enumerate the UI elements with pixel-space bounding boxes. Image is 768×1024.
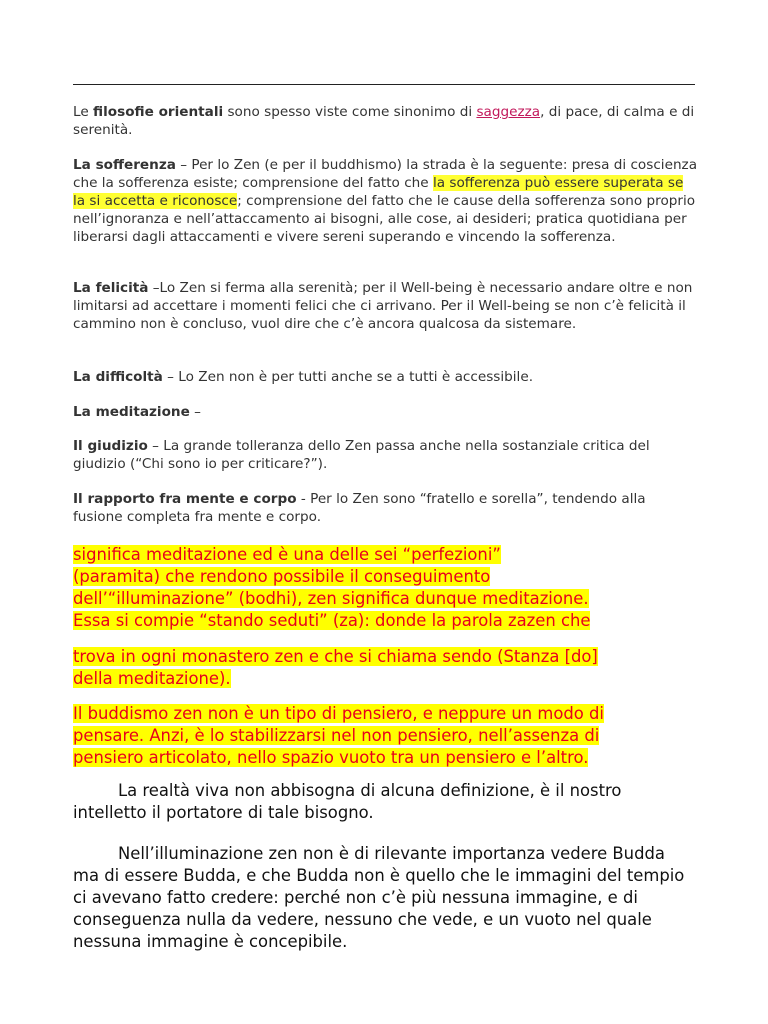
heading-giudizio: Il giudizio <box>73 438 148 454</box>
heading-rapporto: Il rapporto fra mente e corpo <box>73 491 297 507</box>
illuminazione-text: Nell’illuminazione zen non è di rilevante importanza vedere Budda ma di essere Budda, e che Budda non è quello che le immagini del tempio ci avevano fatto credere: perché non c’è più nessuna immagine, e di conseguenza nulla da vedere, nessuno che vede, e un vuoto nel quale nessuna immagine è concepibile. <box>73 844 685 951</box>
heading-meditazione: La meditazione <box>73 404 190 420</box>
paragraph-felicita <box>73 279 698 333</box>
sofferenza-text-2: ; comprensione del fatto che le cause della sofferenza sono proprio nell’ignoranza e nell’attaccamento ai bisogni, alle cose, ai desideri; pratica quotidiana per liberarsi dagli attaccamenti e vivere sereni superando e vincendo la sofferenza. <box>73 193 696 245</box>
red-block-monastero <box>73 646 713 690</box>
red-line-1: significa meditazione ed è una delle sei “perfezioni” <box>73 545 501 564</box>
red-block-meditazione <box>73 544 713 632</box>
paragraph-filosofie <box>73 103 698 139</box>
paragraph-rapporto <box>73 490 698 526</box>
red-line-9: pensiero articolato, nello spazio vuoto tra un pensiero e l’altro. <box>73 748 589 767</box>
red-line-5: trova in ogni monastero zen e che si chiama sendo (Stanza [do] <box>73 647 598 666</box>
realta-text: La realtà viva non abbisogna di alcuna definizione, è il nostro intelletto il portatore di tale bisogno. <box>73 781 622 822</box>
heading-felicita: La felicità <box>73 280 149 296</box>
link-saggezza[interactable]: saggezza <box>476 104 541 120</box>
red-line-8: pensare. Anzi, è lo stabilizzarsi nel non pensiero, nell’assenza di <box>73 726 600 745</box>
giudizio-text: – La grande tolleranza dello Zen passa anche nella sostanziale critica del giudizio (“Chi sono io per criticare?”). <box>73 438 650 472</box>
paragraph-filosofie-mid: sono spesso viste come sinonimo di <box>223 104 477 120</box>
paragraph-difficolta <box>73 368 698 386</box>
difficolta-text: – Lo Zen non è per tutti anche se a tutti è accessibile. <box>162 369 534 385</box>
felicita-text: –Lo Zen si ferma alla serenità; per il Well-being è necessario andare oltre e non limitarsi ad accettare i momenti felici che ci arrivano. Per il Well-being se non c’è felicità il cammino non è concluso, vuol dire che c’è ancora qualcosa da sistemare. <box>73 280 693 332</box>
term-filosofie-orientali: filosofie orientali <box>93 104 224 120</box>
paragraph-filosofie-post: , di pace, di calma e di serenità. <box>73 104 695 138</box>
sofferenza-highlight: la sofferenza può essere superata se la si accetta e riconosce <box>73 175 684 209</box>
red-line-7: Il buddismo zen non è un tipo di pensiero, e neppure un modo di <box>73 704 604 723</box>
paragraph-filosofie-pre: Le <box>73 104 94 120</box>
heading-sofferenza: La sofferenza <box>73 157 176 173</box>
paragraph-meditazione <box>73 403 698 421</box>
rapporto-text: - Per lo Zen sono “fratello e sorella”, tendendo alla fusione completa fra mente e corpo. <box>73 491 646 525</box>
paragraph-sofferenza <box>73 156 698 246</box>
red-line-3: dell’“illuminazione” (bodhi), zen significa dunque meditazione. <box>73 589 589 608</box>
paragraph-illuminazione <box>73 843 693 953</box>
heading-difficolta: La difficoltà <box>73 369 163 385</box>
red-line-2: (paramita) che rendono possibile il conseguimento <box>73 567 491 586</box>
red-line-4: Essa si compie “stando seduti” (za): donde la parola zazen che <box>73 611 591 630</box>
red-line-6: della meditazione). <box>73 669 231 688</box>
meditazione-text: – <box>189 404 201 420</box>
paragraph-realta <box>73 780 693 824</box>
sofferenza-text-1: – Per lo Zen (e per il buddhismo) la strada è la seguente: presa di coscienza che la sofferenza esiste; comprensione del fatto che <box>73 157 698 191</box>
paragraph-giudizio <box>73 437 698 473</box>
top-rule <box>73 84 695 85</box>
red-block-buddismo <box>73 703 713 769</box>
